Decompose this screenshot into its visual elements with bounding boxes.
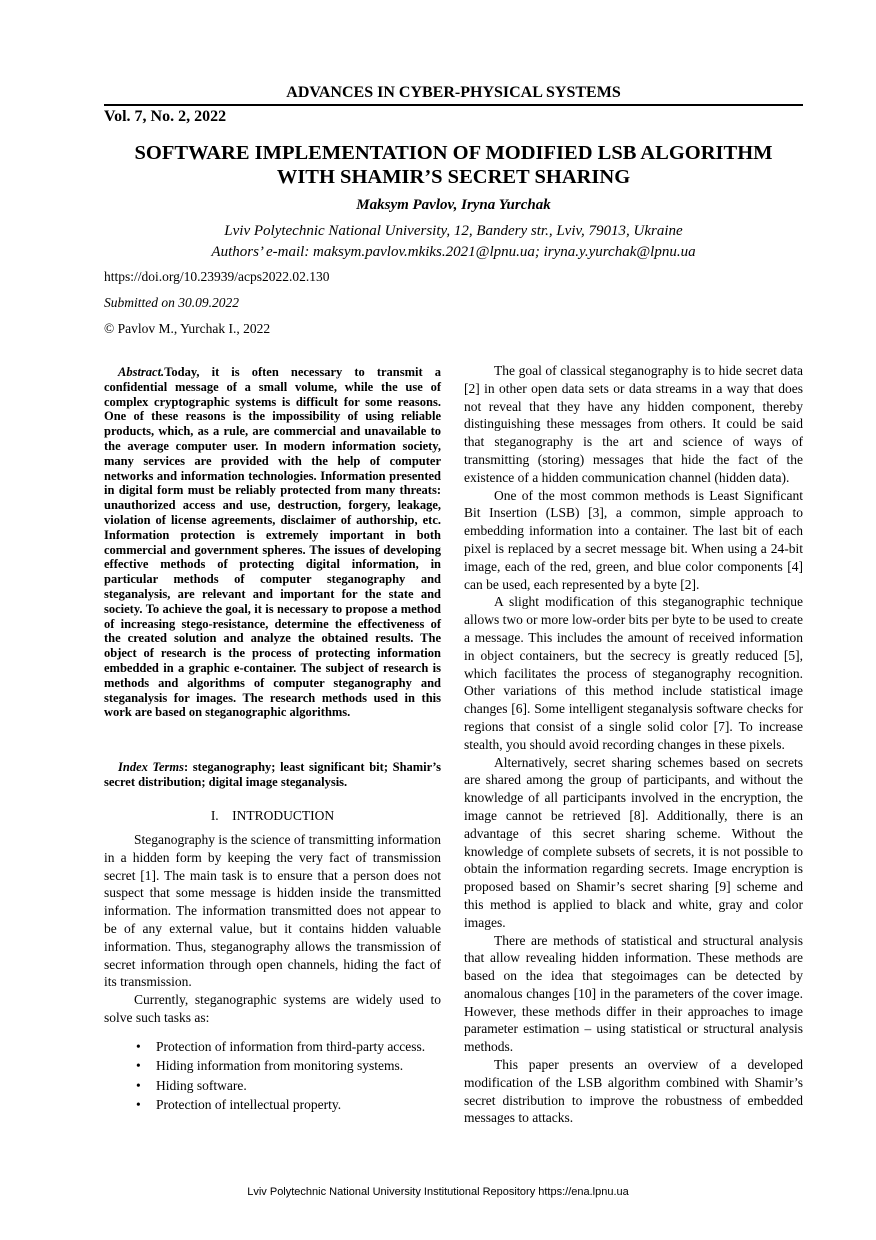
list-item-text: Protection of intellectual property.	[156, 1096, 342, 1112]
index-terms-label: Index Terms	[118, 760, 184, 774]
list-item	[104, 1037, 441, 1056]
body-paragraph: A slight modification of this steganographic technique allows two or more low-order bits per byte to be used to create a message. This includes the amount of received information in object containers, but the secrecy is greatly reduced [5], which facilitates the process of steganography recognition. Other variations of this method include statistical image changes [6]. Some intelligent steganalysis software checks for regions that consist of a single solid color [7]. To increase stealth, you should avoid recording changes in these pixels.	[464, 594, 803, 752]
task-list	[104, 1037, 441, 1114]
copyright: © Pavlov M., Yurchak I., 2022	[104, 321, 271, 336]
body-paragraph: Alternatively, secret sharing schemes based on secrets are shared among the group of participants, and without the knowledge of all participants involved in the encryption, the image cannot be retrieved [8]. Additionally, there is an advantage of this secret sharing scheme. Without the knowledge of complete subsets of secrets, it is not possible to obtain the information regarding secrets. Image encryption is proposed based on Shamir’s secret sharing [9] scheme and this method is applied to black and white, gray and color images.	[464, 754, 803, 930]
journal-name: ADVANCES IN CYBER-PHYSICAL SYSTEMS	[286, 84, 621, 101]
affiliation-block	[104, 221, 803, 263]
doi-link[interactable]: https://doi.org/10.23939/acps2022.02.130	[104, 269, 330, 284]
title-line-2: WITH SHAMIR’S SECRET SHARING	[276, 166, 631, 188]
index-terms	[104, 760, 441, 790]
abstract-paragraph	[104, 365, 441, 720]
section-heading-introduction: I. INTRODUCTION	[210, 808, 335, 823]
right-column	[464, 362, 803, 1127]
authors: Maksym Pavlov, Iryna Yurchak	[356, 197, 551, 213]
list-item-text: Hiding software.	[156, 1077, 247, 1093]
submitted-date: Submitted on 30.09.2022	[104, 295, 239, 310]
bullet-icon: •	[136, 1058, 141, 1074]
list-item-text: Hiding information from monitoring systems.	[156, 1058, 404, 1074]
article-title	[104, 141, 803, 189]
bullet-icon: •	[136, 1039, 141, 1054]
affiliation: Lviv Polytechnic National University, 12, Bandery str., Lviv, 79013, Ukraine	[224, 223, 683, 239]
repository-footer: Lviv Polytechnic National University Institutional Repository https://ena.lpnu.ua	[247, 1186, 629, 1198]
intro-paragraph-2: Currently, steganographic systems are widely used to solve such tasks as:	[104, 992, 441, 1025]
body-paragraph: This paper presents an overview of a developed modification of the LSB algorithm combined with Shamir’s secret distribution to improve the robustness of embedded messages to attacks.	[464, 1057, 803, 1126]
abstract-label: Abstract.	[118, 365, 165, 379]
volume-info: Vol. 7, No. 2, 2022	[104, 108, 227, 125]
intro-paragraph-1: Steganography is the science of transmitting information in a hidden form by keeping the very fact of transmission secret [1]. The main task is to ensure that a person does not suspect that some message is hidden inside the transmitted information. The information transmitted does not appear to be of any external value, but it contains hidden valuable information. Thus, steganography allows the transmission of secret information through open channels, hiding the fact of its transmission.	[104, 832, 441, 990]
abstract	[104, 365, 441, 720]
bullet-icon: •	[136, 1077, 141, 1093]
list-item	[104, 1076, 441, 1095]
body-paragraph: There are methods of statistical and structural analysis that allow revealing hidden information. These methods are based on the idea that stegoimages can be detected by anomalous changes [10] in the parameters of the cover image. However, these methods differ in their approaches to image parameter estimation – using statistical or structural analysis methods.	[464, 932, 803, 1055]
bullet-icon: •	[136, 1096, 141, 1112]
abstract-text: Today, it is often necessary to transmit a confidential message of a small volume, while the use of complex cryptographic systems is difficult for some reasons. One of these reasons is the impossibility of using reliable products, which, as a rule, are commercial and unavailable to the average computer user. In modern information society, many services are provided with the help of computer networks and information technologies. Information presented in digital form must be reliably protected from many threats: unauthorized access and use, destruction, forgery, leakage, violation of license agreements, disclaimer of authorship, etc. Information protection is extremely important in both commercial and government spheres. The issues of developing effective methods of protecting digital information, in particular methods of computer steganography and steganalysis, are relevant and important for the state and society. To achieve the goal, it is necessary to propose a method of increasing stego-resistance, determine the effectiveness of the created solution and analyze the obtained results. The object of research is the process of protecting information embedded in a graphic e-container. The subject of research is methods and algorithms of computer steganography and steganalysis for images. The research methods used in this work are based on steganographic algorithms.	[104, 365, 441, 720]
body-paragraph: The goal of classical steganography is to hide secret data [2] in other open data sets or data streams in a way that does not reveal that they have any hidden component, thereby distinguishing these messages from others. It could be said that steganography is the art and science of ways of transmitting (storing) messages that hide the fact of the existence of a hidden communication channel (hidden data).	[464, 363, 803, 485]
list-item	[104, 1056, 441, 1075]
author-emails: Authors’ e-mail: maksym.pavlov.mkiks.2021@lpnu.ua; iryna.y.yurchak@lpnu.ua	[211, 244, 696, 260]
index-terms-text: : steganography; least significant bit; Shamir’s secret distribution; digital image steganalysis.	[104, 760, 441, 789]
body-paragraph: One of the most common methods is Least Significant Bit Insertion (LSB) [3], a common, simple approach to embedding information into a container. The last bit of each pixel is replaced by a secret message bit. When using a 24-bit image, each of the red, green, and blue color components [4] can be used, each represented by a byte [2].	[464, 487, 803, 592]
title-line-1: SOFTWARE IMPLEMENTATION OF MODIFIED LSB ALGORITHM	[134, 142, 773, 164]
header-rule	[104, 104, 803, 106]
list-item	[104, 1095, 441, 1114]
list-item-text: Protection of information from third-party access.	[156, 1039, 426, 1054]
introduction-body	[104, 831, 441, 1027]
